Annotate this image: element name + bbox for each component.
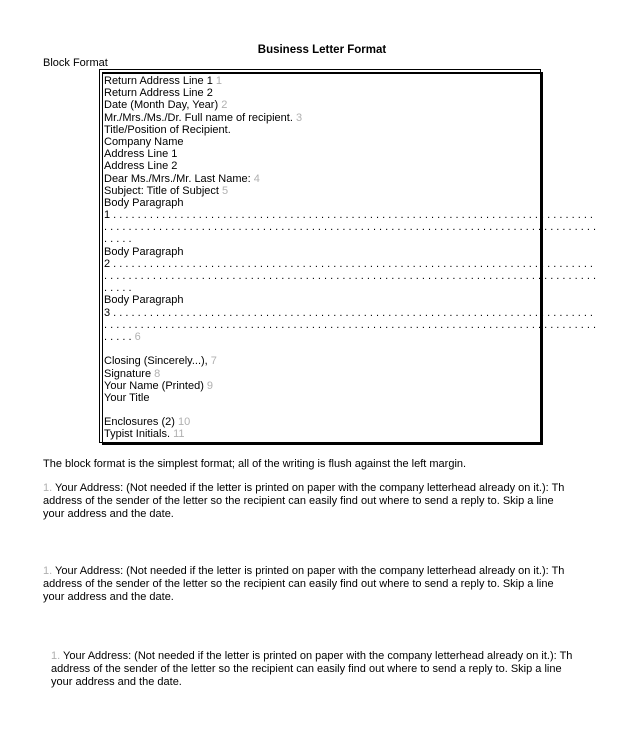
line-text: . . . . . . . . . . . . . . . . . . . . . . . . . . . . . . . . . . . . . . . . . . . . . . . . . . . . . . . . . . . . . . . . . . . . . . . . . . . . . . . . .: [104, 270, 597, 282]
line-text: 2 . . . . . . . . . . . . . . . . . . . . . . . . . . . . . . . . . . . . . . . . . . . . . . . . . . . . . . . . . . . . . . . . . . . . . . . . . . . . . . .: [104, 257, 593, 270]
line-text: Return Address Line 1: [104, 75, 213, 87]
line-number: 9: [206, 379, 214, 392]
letter-line: [104, 294, 596, 306]
letter-line: [104, 136, 596, 148]
letter-line: [104, 209, 596, 221]
line-text: . . . . .: [104, 233, 132, 246]
line-text: Address Line 2: [104, 160, 178, 173]
line-number: 10: [177, 416, 191, 429]
note-line: Your Address: (Not needed if the letter is printed on paper with the company letterhead already on it.): Th: [55, 482, 565, 494]
letter-line: [104, 112, 596, 124]
letter-line: [104, 148, 596, 160]
note-line: your address and the date.: [43, 508, 174, 520]
letter-line: [104, 428, 596, 440]
letter-line: [104, 380, 596, 392]
letter-line: [104, 87, 596, 99]
line-text: Company Name: [104, 135, 184, 148]
line-text: Signature: [104, 367, 152, 380]
letter-line: [104, 319, 596, 331]
letter-line: [104, 404, 596, 416]
line-text: Return Address Line 2: [104, 87, 213, 100]
line-text: Date (Month Day, Year): [104, 99, 219, 112]
letter-line: [104, 258, 596, 270]
line-number: 11: [173, 428, 185, 441]
line-text: Your Title: [104, 391, 150, 404]
note-number: 1.: [43, 565, 53, 577]
note-line: your address and the date.: [51, 676, 182, 688]
letter-lines: [104, 75, 596, 441]
note-number: 1.: [51, 650, 61, 662]
line-number: 2: [221, 99, 228, 112]
letter-line: [104, 282, 596, 294]
line-number: 5: [222, 184, 229, 197]
letter-line: [104, 160, 596, 172]
letter-line: [104, 270, 596, 282]
address-note: [43, 565, 564, 604]
line-text: Your Name (Printed): [104, 379, 204, 392]
line-text: Body Paragraph: [104, 294, 184, 307]
line-text: . . . . .: [104, 282, 132, 295]
letter-line: [104, 75, 596, 87]
letter-line: [104, 99, 596, 111]
letter-line: [104, 246, 596, 258]
line-text: . . . . . . . . . . . . . . . . . . . . . . . . . . . . . . . . . . . . . . . . . . . . . . . . . . . . . . . . . . . . . . . . . . . . . . . . . . . . . . . . .: [104, 221, 597, 234]
letter-line: [104, 416, 596, 428]
note-line: address of the sender of the letter so the recipient can easily find out where to send a reply to. Skip a line: [43, 578, 554, 590]
line-number: 3: [295, 111, 303, 124]
intro-text: The block format is the simplest format; all of the writing is flush against the left margin.: [43, 458, 467, 470]
note-line: address of the sender of the letter so the recipient can easily find out where to send a reply to. Skip a line: [51, 663, 562, 675]
line-number: 8: [154, 367, 161, 380]
line-text: . . . . . . . . . . . . . . . . . . . . . . . . . . . . . . . . . . . . . . . . . . . . . . . . . . . . . . . . . . . . . . . . . . . . . . . . . . . . . . . . .: [104, 318, 597, 331]
line-text: Address Line 1: [104, 148, 178, 161]
line-text: 3 . . . . . . . . . . . . . . . . . . . . . . . . . . . . . . . . . . . . . . . . . . . . . . . . . . . . . . . . . . . . . . . . . . . . . . . . . . . . . . .: [104, 306, 593, 319]
letter-line: [104, 197, 596, 209]
letter-line: [104, 307, 596, 319]
line-number: 7: [210, 355, 217, 368]
letter-template-box: [99, 69, 597, 443]
letter-line: [104, 331, 596, 343]
format-subtitle: Block Format: [43, 57, 108, 69]
line-text: Body Paragraph: [104, 196, 184, 209]
line-text: Body Paragraph: [104, 245, 184, 258]
line-text: Dear Ms./Mrs./Mr. Last Name:: [104, 172, 251, 185]
note-line: Your Address: (Not needed if the letter is printed on paper with the company letterhead already on it.): Th: [63, 650, 573, 662]
line-number: 1: [215, 75, 223, 87]
note-line: Your Address: (Not needed if the letter is printed on paper with the company letterhead already on it.): Th: [55, 565, 565, 577]
line-text: Typist Initials.: [104, 428, 171, 441]
letter-line: [104, 233, 596, 245]
line-number: 6: [134, 330, 141, 343]
line-number: 4: [253, 172, 260, 185]
letter-line: [104, 173, 596, 185]
note-line: address of the sender of the letter so the recipient can easily find out where to send a reply to. Skip a line: [43, 495, 554, 507]
note-line: your address and the date.: [43, 591, 174, 603]
letter-line: [104, 355, 596, 367]
letter-line: [104, 124, 596, 136]
letter-line: [104, 185, 596, 197]
letter-line: [104, 368, 596, 380]
line-text: Closing (Sincerely...),: [104, 355, 208, 368]
line-text: Enclosures (2): [104, 416, 175, 429]
note-number: 1.: [43, 482, 53, 494]
document-title: Business Letter Format: [257, 44, 387, 56]
line-text: Title/Position of Recipient.: [104, 123, 231, 136]
letter-line: [104, 221, 596, 233]
letter-line: [104, 343, 596, 355]
address-note: [51, 650, 572, 689]
address-note: [43, 482, 564, 521]
line-text: Mr./Mrs./Ms./Dr. Full name of recipient.: [104, 111, 293, 124]
line-text: 1 . . . . . . . . . . . . . . . . . . . . . . . . . . . . . . . . . . . . . . . . . . . . . . . . . . . . . . . . . . . . . . . . . . . . . . . . . . . . . . .: [104, 209, 593, 222]
line-text: Subject: Title of Subject: [104, 184, 219, 197]
line-text: . . . . .: [104, 330, 132, 343]
letter-line: [104, 392, 596, 404]
